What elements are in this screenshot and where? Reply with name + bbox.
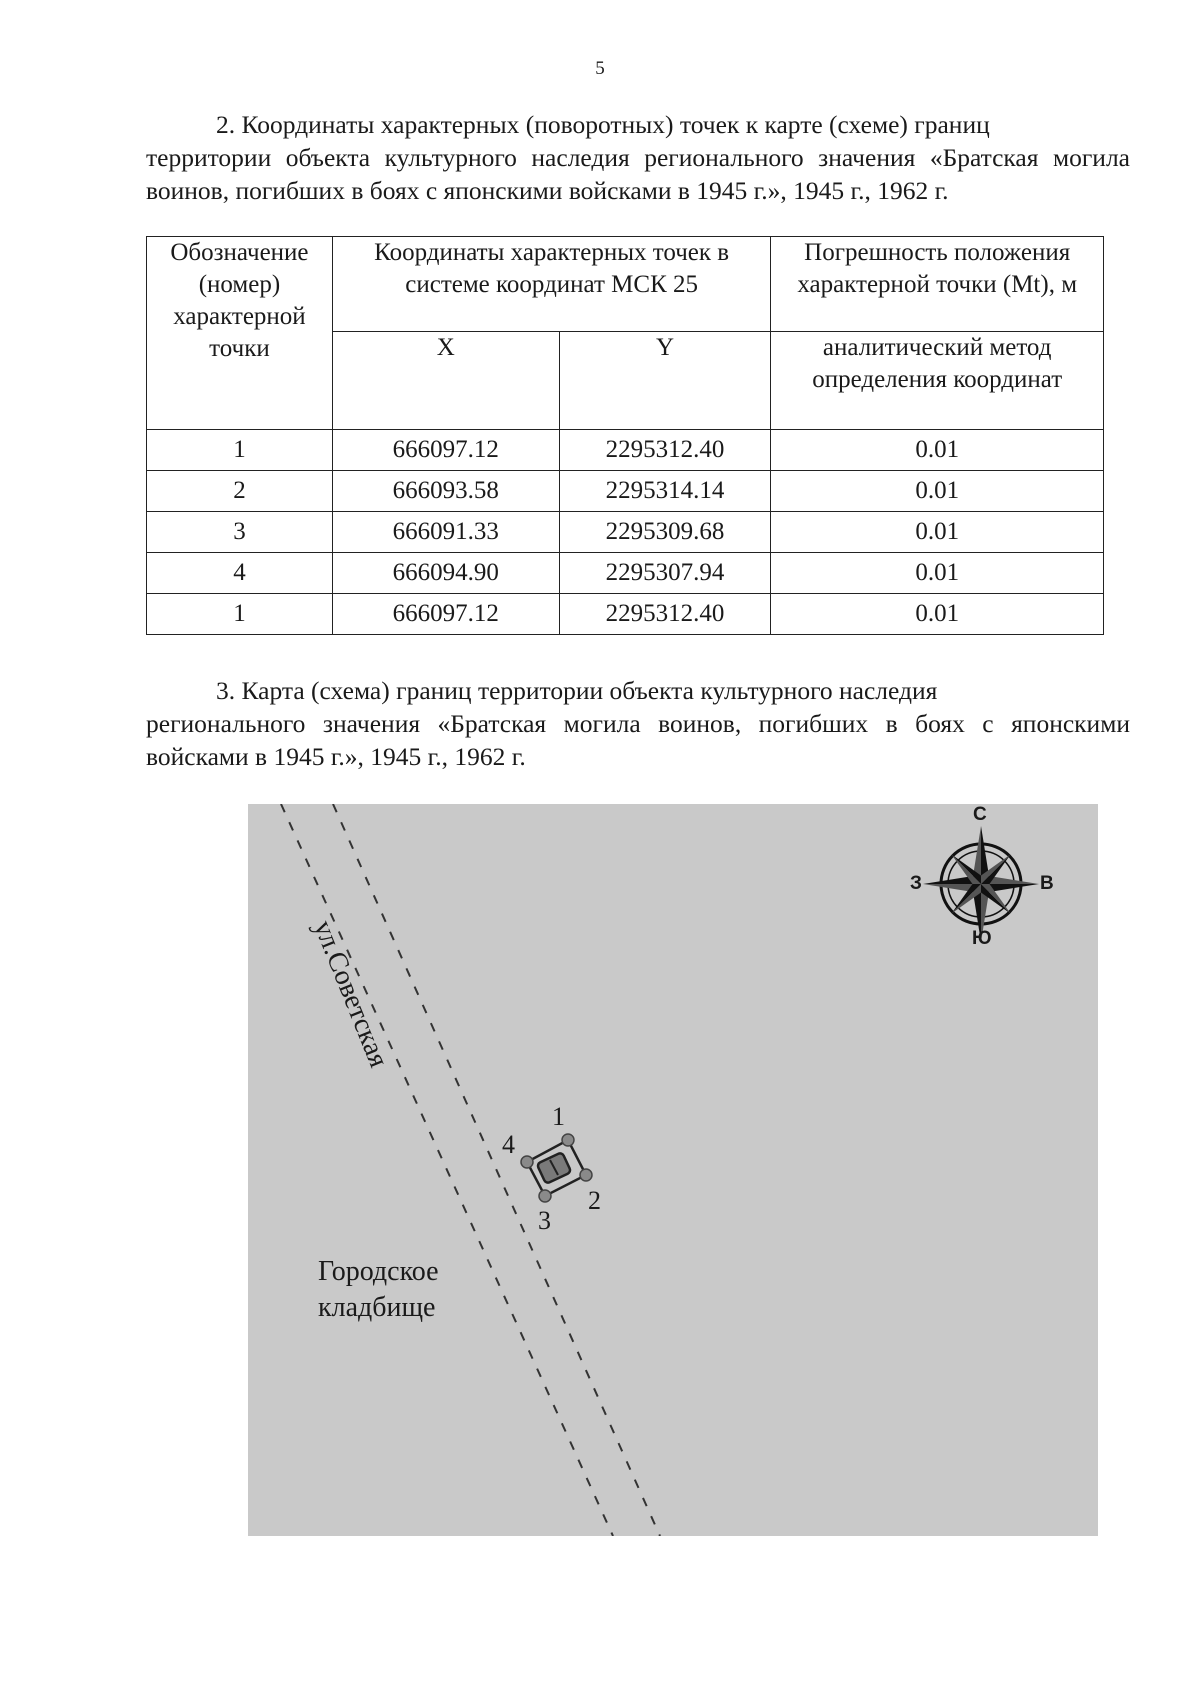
cemetery-label-line1: Городское: [318, 1256, 439, 1287]
boundary-map: [248, 804, 1098, 1536]
section-2-heading: [146, 108, 1130, 207]
boundary-point-2: [580, 1169, 592, 1181]
cell-y: 2295307.94: [559, 553, 771, 594]
cell-y: 2295312.40: [559, 594, 771, 635]
table-row: [147, 512, 1104, 553]
cell-x: 666097.12: [332, 594, 559, 635]
compass-west-label: З: [910, 873, 922, 894]
header-point-designation: Обозначение (номер) характерной точки: [147, 237, 333, 430]
boundary-point-1: [562, 1134, 574, 1146]
cell-x: 666094.90: [332, 553, 559, 594]
cemetery-label: [318, 1254, 439, 1326]
cell-x: 666091.33: [332, 512, 559, 553]
cell-mt: 0.01: [771, 430, 1104, 471]
cell-y: 2295309.68: [559, 512, 771, 553]
street-edge-right: [333, 804, 660, 1536]
map-drawing: [248, 804, 1098, 1536]
section-3-heading: [146, 674, 1130, 773]
table-row: [147, 594, 1104, 635]
cell-point: 4: [147, 553, 333, 594]
coordinates-table: [146, 236, 1104, 635]
header-y: Y: [559, 332, 771, 430]
table-row: [147, 553, 1104, 594]
cell-point: 1: [147, 594, 333, 635]
point-label-4: 4: [502, 1130, 515, 1159]
point-label-3: 3: [538, 1206, 551, 1235]
cell-y: 2295314.14: [559, 471, 771, 512]
cemetery-label-line2: кладбище: [318, 1292, 436, 1323]
cell-x: 666097.12: [332, 430, 559, 471]
cell-mt: 0.01: [771, 512, 1104, 553]
boundary-point-4: [521, 1156, 533, 1168]
table-row: [147, 471, 1104, 512]
cell-y: 2295312.40: [559, 430, 771, 471]
cell-mt: 0.01: [771, 471, 1104, 512]
cell-x: 666093.58: [332, 471, 559, 512]
table-header-row: [147, 237, 1104, 332]
header-x: X: [332, 332, 559, 430]
section-3-line1: 3. Карта (схема) границ территории объекта культурного наследия: [216, 676, 938, 705]
compass-rose-icon: [922, 825, 1041, 944]
point-label-1: 1: [552, 1102, 565, 1131]
compass-north-label: С: [973, 804, 987, 825]
cell-mt: 0.01: [771, 594, 1104, 635]
section-2-text: территории объекта культурного наследия регионального значения «Братская могила воинов, погибших в боях с японскими войсками в 1945 г.», 1945 г., 1962 г.: [146, 143, 1130, 205]
point-label-2: 2: [588, 1186, 601, 1215]
header-error: Погрешность положения характерной точки (Mt), м: [771, 237, 1104, 332]
table-row: [147, 430, 1104, 471]
compass-east-label: В: [1040, 873, 1054, 894]
header-method: аналитический метод определения координат: [771, 332, 1104, 430]
street-label: ул.Советская: [307, 916, 395, 1072]
section-2-line1: 2. Координаты характерных (поворотных) точек к карте (схеме) границ: [216, 110, 990, 139]
page-number: 5: [595, 58, 605, 79]
boundary-point-3: [539, 1190, 551, 1202]
compass-south-label: Ю: [972, 928, 992, 949]
cell-point: 1: [147, 430, 333, 471]
header-coordinates: Координаты характерных точек в системе координат МСК 25: [332, 237, 770, 332]
cell-point: 2: [147, 471, 333, 512]
cell-mt: 0.01: [771, 553, 1104, 594]
cell-point: 3: [147, 512, 333, 553]
section-3-text: регионального значения «Братская могила воинов, погибших в боях с японскими войсками в 1945 г.», 1945 г., 1962 г.: [146, 709, 1130, 771]
